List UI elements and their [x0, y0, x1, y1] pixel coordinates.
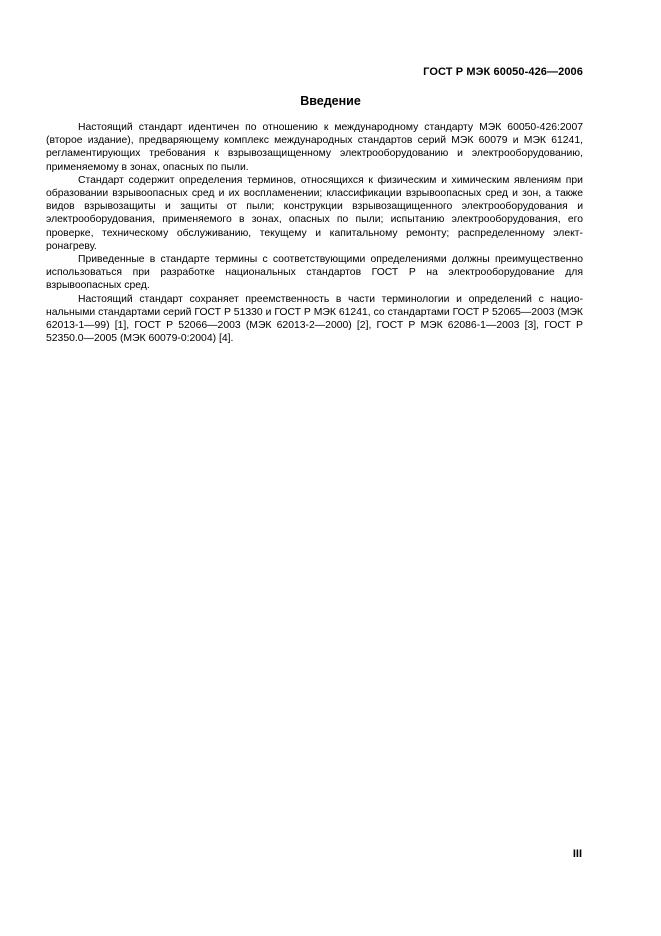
section-title: Введение	[300, 94, 361, 108]
paragraph: Настоящий стандарт идентичен по отношению к международному стандарту МЭК 60050-426:2007 (второе издание), предваряющему комплекс международных стандартов серий МЭК 60079 и МЭК 61241, регламентирующих требования к взрывозащищенному электрооборудованию и электрооборудованию, применяемому в зонах, опасных по пыли.	[46, 122, 583, 173]
paragraph: Настоящий стандарт сохраняет преемственность в части терминологии и определений с национальными стандартами серий ГОСТ Р 51330 и ГОСТ Р МЭК 61241, со стандартами ГОСТ Р 52065—2003 (МЭК 62013-1—99) [1], ГОСТ Р 52066—2003 (МЭК 62013-2—2000) [2], ГОСТ Р МЭК 62086-1—2003 [3], ГОСТ Р 52350.0—2005 (МЭК 60079-0:2004) [4].	[46, 293, 583, 345]
page-number: III	[572, 848, 582, 860]
paragraph: Приведенные в стандарте термины с соответствующими определениями должны преимущественно использоваться при разработке национальных стандартов ГОСТ Р на электрооборудование для взрывоопасных сред.	[46, 254, 583, 292]
body-text	[46, 121, 583, 345]
document-header: ГОСТ Р МЭК 60050-426—2006	[423, 66, 583, 78]
paragraph: Стандарт содержит определения терминов, относящихся к физическим и химическим явлениям при образовании взрывоопасных сред и их воспламенении; классификации взрывоопасных сред и зон, а также видов взрывозащиты и защиты от пыли; конструкции взрывозащищенного электрооборудования и электрооборудования, применяемого в зонах, опасных по пыли; испытанию электрооборудования, его проверке, техническому обслуживанию, текущему и капитальному ремонту; распределенному электронагреву.	[46, 174, 583, 252]
